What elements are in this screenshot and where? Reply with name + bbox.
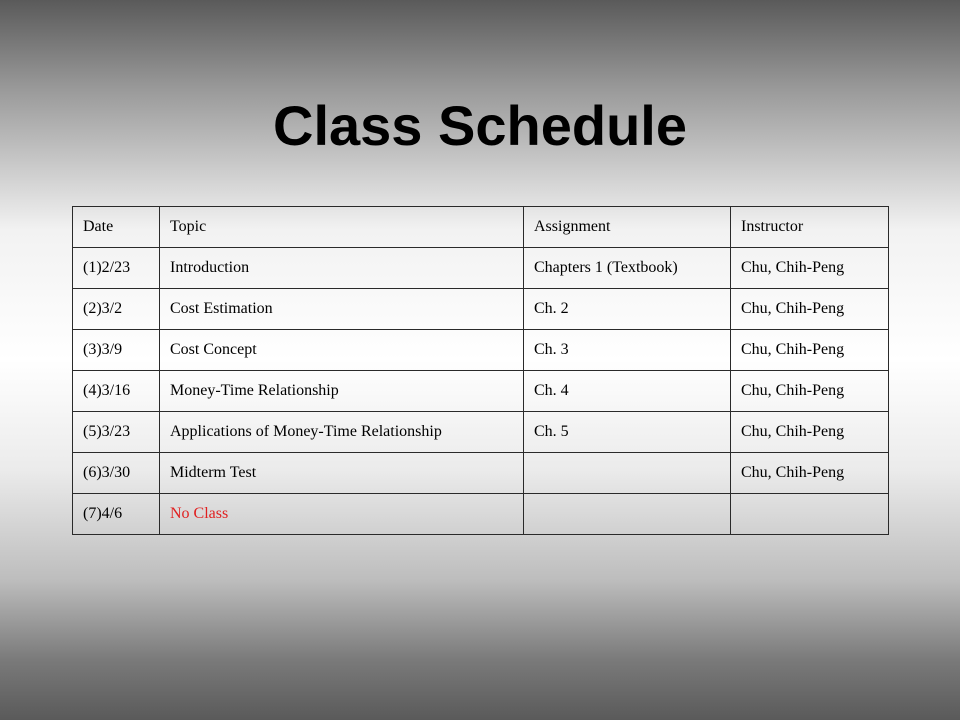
cell-instructor: Chu, Chih-Peng xyxy=(731,412,889,453)
cell-topic: Introduction xyxy=(160,248,524,289)
table-row xyxy=(73,494,889,535)
header-instructor: Instructor xyxy=(731,207,889,248)
cell-assignment: Ch. 5 xyxy=(524,412,731,453)
table-row xyxy=(73,412,889,453)
cell-topic: Cost Concept xyxy=(160,330,524,371)
cell-date: (7)4/6 xyxy=(73,494,160,535)
cell-date: (3)3/9 xyxy=(73,330,160,371)
header-assignment: Assignment xyxy=(524,207,731,248)
cell-instructor: Chu, Chih-Peng xyxy=(731,371,889,412)
table-row xyxy=(73,453,889,494)
table-header-row xyxy=(73,207,889,248)
cell-date: (4)3/16 xyxy=(73,371,160,412)
cell-assignment: Ch. 2 xyxy=(524,289,731,330)
cell-date: (2)3/2 xyxy=(73,289,160,330)
cell-topic: Midterm Test xyxy=(160,453,524,494)
cell-topic: Applications of Money-Time Relationship xyxy=(160,412,524,453)
cell-topic-cancelled: No Class xyxy=(160,494,524,535)
cell-topic: Money-Time Relationship xyxy=(160,371,524,412)
schedule-table xyxy=(72,206,889,535)
table-row xyxy=(73,371,889,412)
cell-instructor xyxy=(731,494,889,535)
header-topic: Topic xyxy=(160,207,524,248)
slide-title: Class Schedule xyxy=(273,94,687,157)
table-row xyxy=(73,289,889,330)
header-date: Date xyxy=(73,207,160,248)
cell-topic: Cost Estimation xyxy=(160,289,524,330)
cell-instructor: Chu, Chih-Peng xyxy=(731,248,889,289)
cell-assignment: Chapters 1 (Textbook) xyxy=(524,248,731,289)
cell-assignment xyxy=(524,494,731,535)
table-row xyxy=(73,330,889,371)
cell-assignment: Ch. 3 xyxy=(524,330,731,371)
cell-date: (5)3/23 xyxy=(73,412,160,453)
table-row xyxy=(73,248,889,289)
cell-date: (6)3/30 xyxy=(73,453,160,494)
cell-assignment xyxy=(524,453,731,494)
cell-instructor: Chu, Chih-Peng xyxy=(731,289,889,330)
cell-instructor: Chu, Chih-Peng xyxy=(731,330,889,371)
cell-assignment: Ch. 4 xyxy=(524,371,731,412)
cell-date: (1)2/23 xyxy=(73,248,160,289)
cell-instructor: Chu, Chih-Peng xyxy=(731,453,889,494)
